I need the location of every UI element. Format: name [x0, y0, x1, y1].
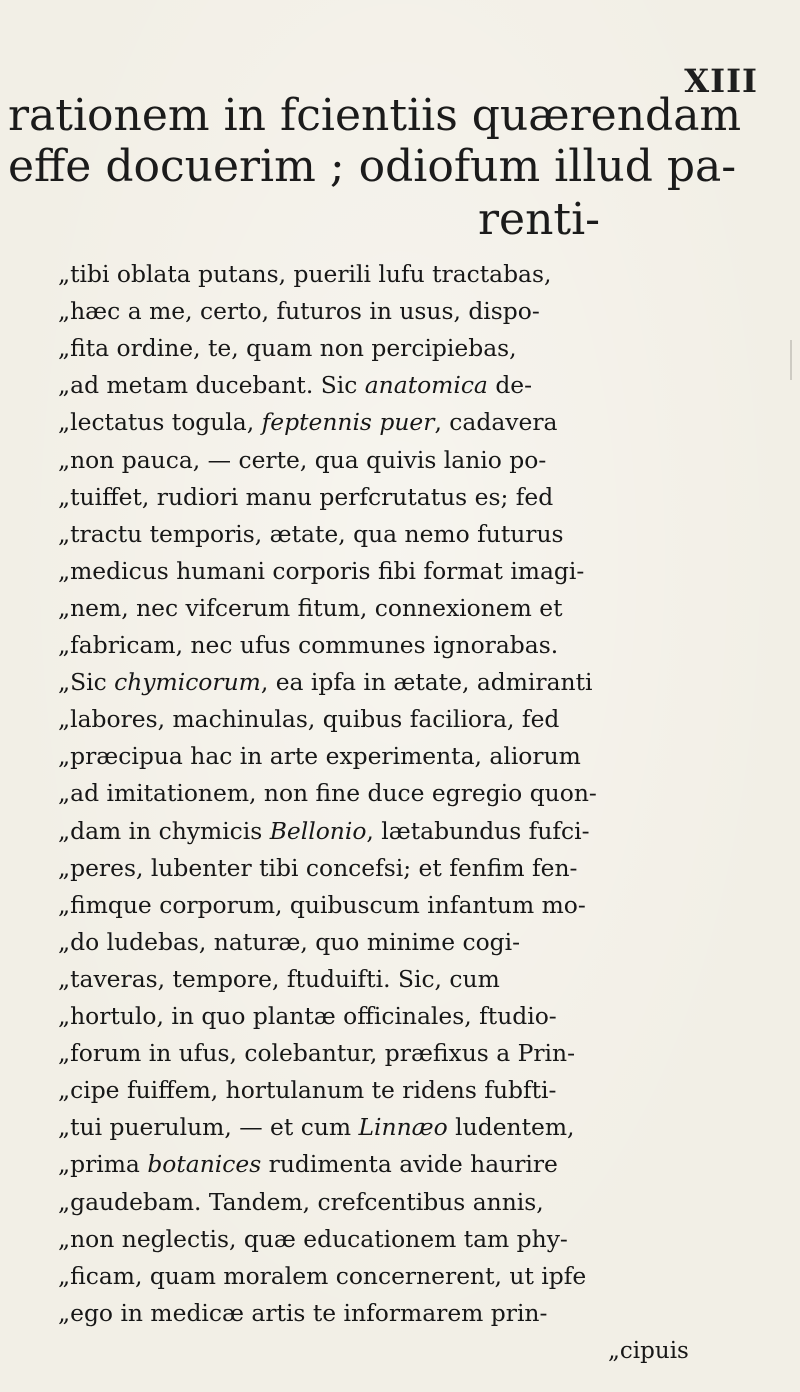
- quote-line: [58, 816, 590, 845]
- quote-line: [58, 593, 563, 622]
- line-text: „tui puerulum, — et cum: [58, 1113, 359, 1142]
- line-text: „lectatus togula,: [58, 408, 262, 437]
- line-text: „ego in medicæ artis te informarem prin-: [58, 1298, 548, 1327]
- line-text: „do ludebas, naturæ, quo minime cogi-: [58, 927, 521, 956]
- line-text: „peres, lubenter tibi concefsi; et fenfim fen-: [58, 853, 578, 882]
- quote-line: [58, 890, 586, 919]
- italic-term: Bellonio: [269, 816, 367, 845]
- line-text: „nem, nec vifcerum fitum, connexionem et: [58, 593, 563, 622]
- line-text: „præcipua hac in arte experimenta, aliorum: [58, 742, 581, 771]
- quote-line: [58, 371, 533, 400]
- quote-line: [58, 927, 521, 956]
- quote-line: [58, 964, 500, 993]
- body-line: effe docuerim ; odiofum illud pa-: [8, 141, 737, 192]
- line-text: „ficam, quam moralem concernerent, ut ipfe: [58, 1261, 587, 1290]
- page-number: XIII: [684, 62, 758, 100]
- quote-line: [58, 260, 552, 288]
- line-text: „hortulo, in quo plantæ officinales, ftudio-: [58, 1002, 557, 1030]
- quote-line: [58, 1187, 544, 1216]
- quote-line: [58, 519, 564, 548]
- italic-term: anatomica: [364, 371, 488, 400]
- line-text: „dam in chymicis: [58, 816, 270, 845]
- line-text: „taveras, tempore, ftuduifti. Sic, cum: [58, 964, 500, 993]
- catchword: „cipuis: [608, 1338, 689, 1364]
- quote-line: [58, 631, 559, 659]
- line-text: „fita ordine, te, quam non percipiebas,: [58, 334, 517, 363]
- line-text: , cadavera: [434, 408, 558, 437]
- quote-line: [58, 556, 585, 585]
- line-text: „Sic: [58, 668, 115, 697]
- line-text: „labores, machinulas, quibus faciliora, fed: [58, 705, 560, 734]
- quote-line: [58, 1039, 575, 1068]
- line-text: „ad imitationem, non fine duce egregio quon-: [58, 779, 597, 808]
- line-text: „tractu temporis, ætate, qua nemo futurus: [58, 519, 564, 548]
- line-text: , ea ipfa in ætate, admiranti: [260, 668, 593, 697]
- line-text: rudimenta avide haurire: [261, 1150, 558, 1179]
- line-text: de-: [487, 371, 533, 400]
- line-text: ludentem,: [447, 1113, 575, 1142]
- line-text: „non pauca, — certe, qua quivis lanio po-: [58, 445, 547, 474]
- page-edge-mark: [790, 340, 792, 380]
- quote-line: [58, 779, 597, 808]
- line-text: „forum in ufus, colebantur, præfixus a Prin-: [58, 1039, 575, 1068]
- quote-line: [58, 1224, 568, 1253]
- quote-line: [58, 1150, 558, 1179]
- quote-line: [58, 334, 517, 363]
- quote-line: [58, 853, 578, 882]
- line-text: „gaudebam. Tandem, crefcentibus annis,: [58, 1187, 544, 1216]
- body-line: rationem in fcientiis quærendam: [8, 90, 742, 141]
- quote-line: [58, 1113, 575, 1142]
- quote-line: [58, 668, 593, 697]
- line-text: „ad metam ducebant. Sic: [58, 371, 365, 400]
- line-text: „tuiffet, rudiori manu perfcrutatus es; fed: [58, 482, 554, 511]
- line-text: „fabricam, nec ufus communes ignorabas.: [58, 631, 559, 659]
- quote-line: [58, 1298, 548, 1327]
- quote-line: [58, 742, 581, 771]
- line-text: „cipe fuiffem, hortulanum te ridens fubfti-: [58, 1076, 557, 1105]
- quote-line: [58, 482, 554, 511]
- quote-line: [58, 408, 558, 437]
- line-text: „non neglectis, quæ educationem tam phy-: [58, 1224, 568, 1253]
- italic-term: feptennis puer: [261, 408, 435, 437]
- line-text: „prima: [58, 1150, 148, 1179]
- quote-line: [58, 1002, 557, 1030]
- line-text: „hæc a me, certo, futuros in usus, dispo-: [58, 297, 540, 326]
- italic-term: chymicorum: [114, 668, 261, 697]
- quote-line: [58, 445, 547, 474]
- quote-line: [58, 297, 540, 326]
- quote-line: [58, 1076, 557, 1105]
- italic-term: Linnæo: [358, 1113, 448, 1142]
- quote-line: [58, 1261, 587, 1290]
- body-line: renti-: [478, 194, 601, 245]
- italic-term: botanices: [147, 1150, 262, 1179]
- line-text: „fimque corporum, quibuscum infantum mo-: [58, 890, 586, 919]
- line-text: , lætabundus fufci-: [366, 816, 590, 845]
- quote-line: [58, 705, 560, 734]
- line-text: „tibi oblata putans, puerili lufu tractabas,: [58, 260, 552, 288]
- line-text: „medicus humani corporis fibi format imagi-: [58, 556, 585, 585]
